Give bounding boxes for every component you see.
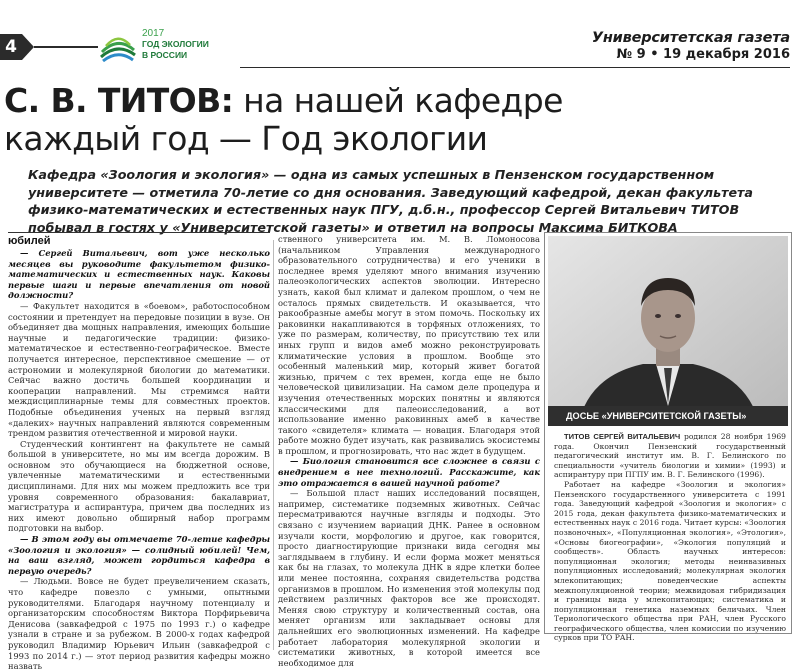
logo-line-2: В РОССИИ xyxy=(142,50,188,60)
logo-line-1: ГОД ЭКОЛОГИИ xyxy=(142,39,209,49)
interview-answer: Студенческий контингент на факультете не самый большой в университете, но мы им всегда дорожим. В основном это обучающиеся на бюджетной основе, увлеченные математическими и естественными дисциплинами. Для них мы можем предложить все три уровня современного образования: бакалавриат, магистратура и аспирантура, причем два последних из них имеют довольно обширный набор программ подготовки на выбор. xyxy=(8,438,270,534)
page-number: 4 xyxy=(0,34,22,60)
page-number-arrow xyxy=(22,34,34,60)
page-header xyxy=(0,0,800,70)
interview-question: — В этом году вы отмечаете 70-летие кафедры «Зоология и экология» — солидный юбилей! Чем, на ваш взгляд, может гордиться кафедра в первую очередь? xyxy=(8,534,270,576)
logo-text xyxy=(142,28,209,61)
interview-answer: — Большой пласт наших исследований посвящен, например, систематике подземных животных. Сейчас пересматриваются научные взгляды и подходы. Это связано с изучением вариаций ДНК. Ранее в основном изучали кости, морфологию и другое, как говорится, просто диагностирующие признаки вида сегодня мы заглядываем в глубину. И если форма может меняться как бы на глазах, то молекула ДНК в ядре клетки более или менее постоянна, сохраняя свидетельства родства организмов в прошлом. Но изменения этой молекулы под действием различных факторов все же происходят. Меняя свою структуру и количественный состав, она меняет организм или закладывает основы для дальнейших его эволюционных изменений. На кафедре работает лаборатория молекулярной экологии и систематики животных, в которой имеется все необходимое для xyxy=(278,488,540,668)
interview-answer: — Факультет находится в «боевом», работоспособном состоянии и претендует на передовые позиции в вузе. Он объединяет два мощных направления, имеющих большие научные и педагогические традиции: физико-математическое и естественно-географическое. Вместе получается интересное, перспективное смешение — от астрономии и молекулярной биологии до математики. Сейчас важно достичь большей координации и кооперации направлений. Мы стремимся найти междисциплинарные темы для совместных проектов. Подобные объединения ученых на первый взгляд «далеких» научных направлений являются современным трендом развития отечественной и мировой науки. xyxy=(8,300,270,439)
year-of-ecology-logo xyxy=(98,24,238,68)
logo-year: 2017 xyxy=(142,28,165,39)
publication-info xyxy=(592,30,790,62)
header-rule-left xyxy=(34,46,98,48)
headline-name: С. В. ТИТОВ: xyxy=(4,81,234,120)
rubric-label: юбилей xyxy=(8,232,270,247)
interview-answer: ственного университета им. М. В. Ломоносова (начальником Управления международного образовательного сотрудничества) и его ученики в последнее время уделяют много внимания изучению палеоэкологических аспектов эволюции. Интересно узнать, какой был климат и далеком прошлом, о чем не осталось прямых свидетельств. И оказывается, что ракообразные амебы могут в этом помочь. Поскольку их раковинки накапливаются в торфяных отложениях, то уже по размерам, количеству, по присутствию тех или иных групп и видов амеб можно реконструировать климатические условия в прошлом. Вообще это особенный маленький мир, который живет богатой жизнью, причем с тех времен, когда еще не было человеческой цивилизации. На самом деле процедура и изучения отечественных морских понятны и являются классическими для палеоисследований, а вот использование именно раковинных амеб в качестве такого «свидетеля» климата — новация. Благодаря этой работе можно будет изучать, как развивались экосистемы в прошлом, и прогнозировать, что нас ждет в будущем. xyxy=(278,234,540,456)
ecology-swirl-icon xyxy=(98,26,138,66)
dossier-title: ДОСЬЕ «УНИВЕРСИТЕТСКОЙ ГАЗЕТЫ» xyxy=(548,406,788,426)
interview-answer: — Людьми. Вовсе не будет преувеличением сказать, что кафедре повезло с умными, опытными руководителями. Благодаря научному потенциалу и организаторским способностям Виктора Порфирьевича Денисова (завкафедрой с 1975 по 1993 г.) о кафедре узнали в стране и за рубежом. В 2000-х годах кафедрой руководил Владимир Юрьевич Ильин (завкафедрой с 1993 по 2014 г.) — этот период развития кафедры можно назвать xyxy=(8,576,270,672)
headline xyxy=(4,82,704,158)
dossier-person-name: ТИТОВ СЕРГЕЙ ВИТАЛЬЕВИЧ xyxy=(564,432,681,441)
dossier-paragraph-2: Работает на кафедре «Зоология и экология» Пензенского государственного университета с 1991 года. Заведующий кафедрой «Зоология и экология» с 2015 года, декан факультета физико-математических и естественных наук с 2016 года. Читает курсы: «Зоология позвоночных», «Популяционная экология», «Этология», «Основы биогеографии», «Экология популяций и сообществ». Область научных интересов: популяционная экология; методы неинвазивных популяционных исследований; молекулярная экология млекопитающих; поведенческие аспекты межпопуляционной теории; межвидовая гибридизация и границы вида у млекопитающих; систематика и популяционная генетика наземных беличьих. Член Териологического общества при РАН, член Русского географического общества, член комиссии по изучению сурков при ТО РАН. xyxy=(554,479,786,643)
lead-paragraph: Кафедра «Зоология и экология» — одна из самых успешных в Пензенском государственном университете — отметила 70-летие со дня основания. Заведующий кафедрой, декан факультета физико-математических и естественных наук ПГУ, д.б.н., профессор Сергей Витальевич ТИТОВ побывал в гостях у «Университетской газеты» и ответил на вопросы Максима БИТКОВА xyxy=(28,167,753,235)
article-column-2 xyxy=(278,234,540,668)
dossier-text xyxy=(554,432,787,643)
issue-date: № 9 • 19 декабря 2016 xyxy=(616,47,790,62)
publication-name: Университетская газета xyxy=(591,30,790,46)
header-rule xyxy=(240,67,790,68)
headline-line-1-rest: на нашей кафедре xyxy=(233,81,563,120)
column-divider xyxy=(273,240,274,650)
interview-question: — Сергей Витальевич, вот уже несколько месяцев вы руководите факультетом физико-математических и естественных наук. Каковы первые шаги и первые впечатления от новой должности? xyxy=(8,248,270,301)
portrait-illustration xyxy=(548,236,788,426)
portrait-photo xyxy=(548,236,788,426)
article-column-1 xyxy=(8,248,270,672)
headline-line-1 xyxy=(4,82,704,120)
dossier-paragraph-1: родился 28 ноября 1969 года. Окончил Пензенский государственный педагогический институт им. В. Г. Белинского по специальности «учитель биологии и химии» (1993) и аспирантуру при ПГПУ им. В. Г. Белинского (1996). xyxy=(554,432,787,480)
rubric-block xyxy=(8,232,270,247)
interview-question: — Биология становится все сложнее в связи с внедрением в нее технологий. Расскажите, как это отражается в вашей научной работе? xyxy=(278,456,540,488)
headline-line-2: каждый год — Год экологии xyxy=(4,119,488,158)
